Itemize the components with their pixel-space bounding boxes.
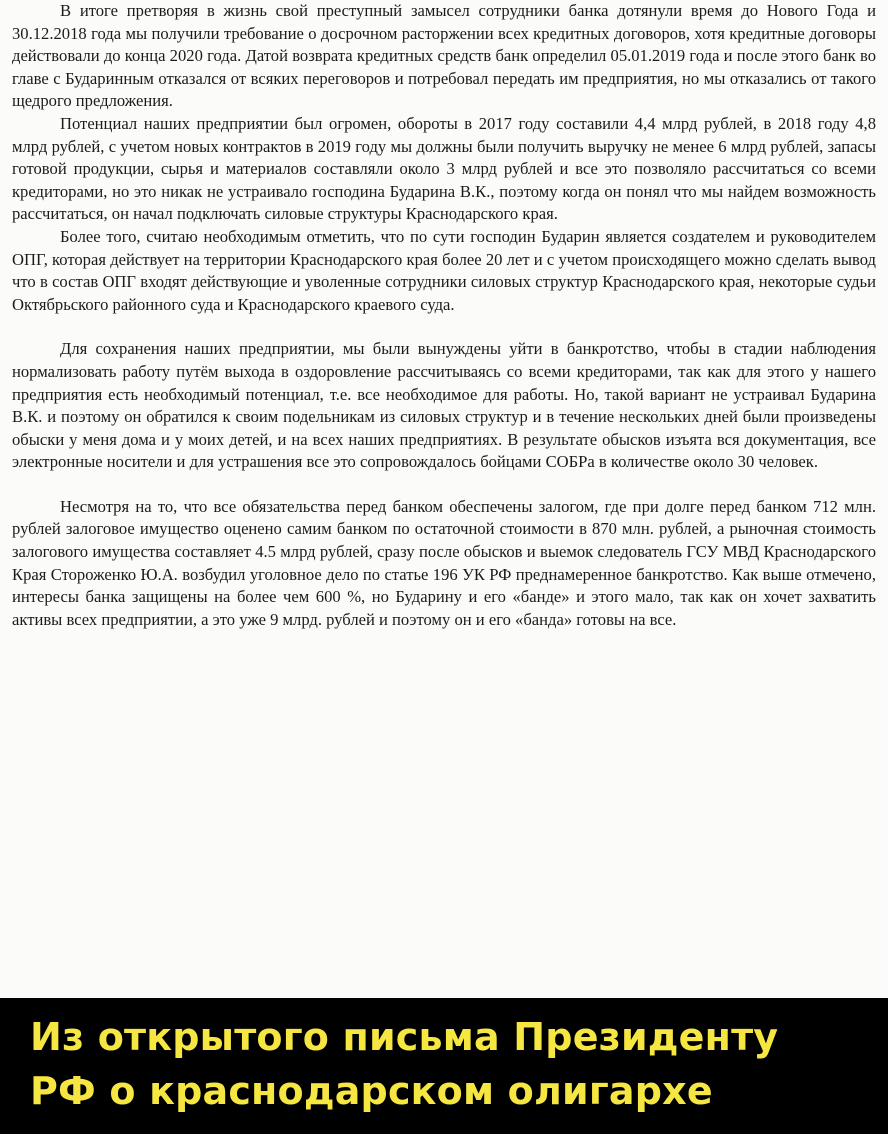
paragraph-4: Для сохранения наших предприятии, мы были вынуждены уйти в банкротство, чтобы в стадии наблюдения нормализовать работу путём выхода в оздоровление рассчитываясь со всеми кредиторами, так как для этого у нашего предприятия есть необходимый потенциал, т.е. все необходимое для работы. Но, такой вариант не устраивал Бударина В.К. и поэтому он обратился к своим подельникам из силовых структур и в течение нескольких дней были произведены обыски у меня дома и у моих детей, и на всех наших предприятиях. В результате обысков изъята вся документация, все электронные носители и для устрашения все это сопровождалось бойцами СОБРа в количестве около 30 человек. bbox=[12, 339, 876, 472]
paragraph-5: Несмотря на то, что все обязательства перед банком обеспечены залогом, где при долге перед банком 712 млн. рублей залоговое имущество оценено самим банком по остаточной стоимости в 870 млн. рублей, а рыночная стоимость залогового имущества составляет 4.5 млрд рублей, сразу после обысков и выемок следователь ГСУ МВД Краснодарского Края Стороженко Ю.А. возбудил уголовное дело по статье 196 УК РФ преднамеренное банкротство. Как выше отмечено, интересы банка защищены на более чем 600 %, но Бударину и его «банде» и этого мало, так как он хочет захватить активы всех предприятии, а это уже 9 млрд. рублей и поэтому он и его «банда» готовы на все. bbox=[12, 496, 876, 629]
caption-banner bbox=[0, 998, 888, 1134]
paragraph-3: Более того, считаю необходимым отметить, что по сути господин Бударин является создателем и руководителем ОПГ, которая действует на территории Краснодарского края более 20 лет и с учетом происходящего можно сделать вывод что в состав ОПГ входят действующие и уволенные сотрудники силовых структур Краснодарского края, некоторые судьи Октябрьского районного суда и Краснодарского краевого суда. bbox=[12, 226, 876, 314]
caption-title bbox=[30, 1010, 870, 1118]
letter-body bbox=[12, 0, 876, 631]
caption-line-2: РФ о краснодарском олигархе bbox=[30, 1069, 713, 1113]
paragraph-2: Потенциал наших предприятии был огромен, обороты в 2017 году составили 4,4 млрд рублей, в 2018 году 4,8 млрд рублей, с учетом новых контрактов в 2019 году мы должны были получить выручку не менее 6 млрд рублей, запасы готовой продукции, сырья и материалов составляли около 3 млрд рублей и все это позволяло рассчитаться со всеми кредиторами, но это никак не устраивало господина Бударина В.К., поэтому когда он понял что мы найдем возможность рассчитаться, он начал подключать силовые структуры Краснодарского края. bbox=[12, 113, 876, 224]
caption-line-1: Из открытого письма Президенту bbox=[30, 1015, 779, 1059]
paragraph-1: В итоге претворяя в жизнь свой преступный замысел сотрудники банка дотянули время до Нового Года и 30.12.2018 года мы получили требование о досрочном расторжении всех кредитных договоров, хотя кредитные договоры действовали до конца 2020 года. Датой возврата кредитных средств банк определил 05.01.2019 года и после этого банк во главе с Бударинным отказался от всяких переговоров и потребовал передать им предприятия, но мы отказались от такого щедрого предложения. bbox=[12, 1, 876, 111]
